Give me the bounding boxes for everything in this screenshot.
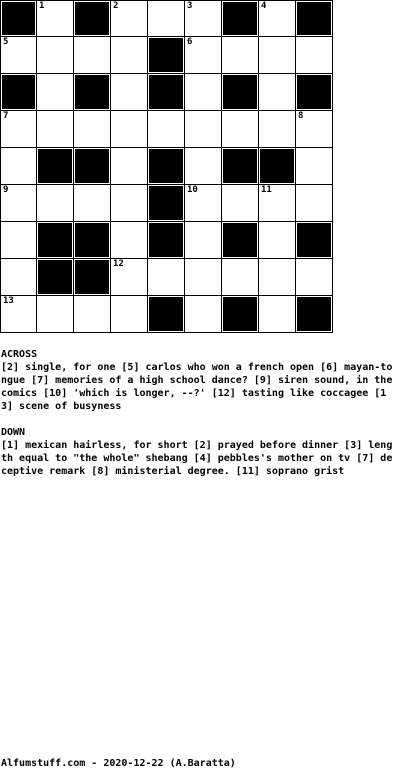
grid-cell[interactable] bbox=[185, 37, 222, 74]
grid-cell[interactable] bbox=[148, 259, 185, 296]
black-square bbox=[148, 296, 185, 333]
grid-cell[interactable] bbox=[37, 185, 74, 222]
clue-number: 10 bbox=[187, 185, 198, 195]
across-heading: ACROSS bbox=[1, 349, 38, 360]
grid-cell[interactable] bbox=[185, 222, 222, 259]
footer-credit: Alfumstuff.com - 2020-12-22 (A.Baratta) bbox=[1, 758, 236, 769]
grid-cell[interactable] bbox=[222, 185, 259, 222]
grid-cell[interactable] bbox=[259, 222, 296, 259]
black-square bbox=[37, 148, 74, 185]
grid-cell[interactable] bbox=[0, 37, 37, 74]
black-square bbox=[148, 185, 185, 222]
black-square bbox=[74, 0, 111, 37]
grid-cell[interactable] bbox=[185, 148, 222, 185]
black-square bbox=[0, 74, 37, 111]
clue-number: 13 bbox=[3, 296, 14, 306]
crossword-grid bbox=[0, 0, 333, 333]
clue-number: 6 bbox=[187, 37, 193, 47]
grid-cell[interactable] bbox=[111, 74, 148, 111]
grid-cell[interactable] bbox=[0, 111, 37, 148]
grid-cell[interactable] bbox=[111, 111, 148, 148]
clue-number: 2 bbox=[113, 1, 119, 11]
grid-cell[interactable] bbox=[111, 222, 148, 259]
black-square bbox=[37, 259, 74, 296]
clue-number: 7 bbox=[3, 111, 9, 121]
grid-cell[interactable] bbox=[296, 148, 333, 185]
grid-cell[interactable] bbox=[74, 296, 111, 333]
grid-cell[interactable] bbox=[0, 148, 37, 185]
grid-cell[interactable] bbox=[0, 296, 37, 333]
grid-cell[interactable] bbox=[259, 259, 296, 296]
grid-cell[interactable] bbox=[296, 111, 333, 148]
grid-cell[interactable] bbox=[0, 222, 37, 259]
grid-cell[interactable] bbox=[185, 296, 222, 333]
black-square bbox=[148, 148, 185, 185]
black-square bbox=[259, 148, 296, 185]
grid-cell[interactable] bbox=[0, 185, 37, 222]
down-heading: DOWN bbox=[1, 427, 26, 438]
grid-cell[interactable] bbox=[111, 37, 148, 74]
clue-number: 3 bbox=[187, 1, 193, 11]
grid-cell[interactable] bbox=[111, 259, 148, 296]
across-clues bbox=[1, 348, 399, 413]
black-square bbox=[74, 148, 111, 185]
grid-cell[interactable] bbox=[148, 111, 185, 148]
grid-cell[interactable] bbox=[74, 111, 111, 148]
clue-number: 8 bbox=[298, 111, 304, 121]
black-square bbox=[222, 148, 259, 185]
grid-cell[interactable] bbox=[111, 185, 148, 222]
clue-number: 12 bbox=[113, 259, 124, 269]
grid-cell[interactable] bbox=[0, 259, 37, 296]
grid-cell[interactable] bbox=[111, 148, 148, 185]
down-clues bbox=[1, 426, 393, 478]
grid-cell[interactable] bbox=[259, 74, 296, 111]
black-square bbox=[148, 222, 185, 259]
grid-cell[interactable] bbox=[296, 259, 333, 296]
grid-cell[interactable] bbox=[74, 37, 111, 74]
grid-cell[interactable] bbox=[222, 259, 259, 296]
black-square bbox=[296, 74, 333, 111]
grid-cell[interactable] bbox=[185, 74, 222, 111]
grid-cell[interactable] bbox=[222, 37, 259, 74]
grid-cell[interactable] bbox=[296, 37, 333, 74]
black-square bbox=[74, 222, 111, 259]
black-square bbox=[296, 0, 333, 37]
black-square bbox=[222, 0, 259, 37]
across-clue-text: [2] single, for one [5] carlos who won a french open [6] mayan-tongue [7] memories of a high school dance? [9] siren sound, in the comics [10] 'which is longer, --?' [12] tasting like coccagee [13] scene of busyness bbox=[1, 362, 399, 412]
grid-cell[interactable] bbox=[259, 296, 296, 333]
grid-cell[interactable] bbox=[259, 111, 296, 148]
grid-cell[interactable] bbox=[185, 185, 222, 222]
grid-cell[interactable] bbox=[37, 0, 74, 37]
clue-number: 1 bbox=[39, 1, 45, 11]
black-square bbox=[222, 74, 259, 111]
clue-number: 4 bbox=[261, 1, 267, 11]
grid-cell[interactable] bbox=[37, 111, 74, 148]
grid-cell[interactable] bbox=[259, 37, 296, 74]
grid-cell[interactable] bbox=[111, 296, 148, 333]
grid-cell[interactable] bbox=[37, 37, 74, 74]
grid-cell[interactable] bbox=[148, 0, 185, 37]
grid-cell[interactable] bbox=[74, 185, 111, 222]
grid-cell[interactable] bbox=[37, 296, 74, 333]
black-square bbox=[296, 296, 333, 333]
black-square bbox=[148, 37, 185, 74]
clue-number: 5 bbox=[3, 37, 9, 47]
black-square bbox=[222, 296, 259, 333]
grid-cell[interactable] bbox=[185, 111, 222, 148]
black-square bbox=[148, 74, 185, 111]
clue-number: 9 bbox=[3, 185, 9, 195]
grid-cell[interactable] bbox=[296, 185, 333, 222]
clue-number: 11 bbox=[261, 185, 272, 195]
black-square bbox=[74, 259, 111, 296]
black-square bbox=[296, 222, 333, 259]
grid-cell[interactable] bbox=[259, 185, 296, 222]
grid-cell[interactable] bbox=[259, 0, 296, 37]
grid-cell[interactable] bbox=[111, 0, 148, 37]
grid-cell[interactable] bbox=[185, 259, 222, 296]
grid-cell[interactable] bbox=[37, 74, 74, 111]
black-square bbox=[37, 222, 74, 259]
grid-cell[interactable] bbox=[185, 0, 222, 37]
black-square bbox=[222, 222, 259, 259]
black-square bbox=[0, 0, 37, 37]
down-clue-text: [1] mexican hairless, for short [2] prayed before dinner [3] length equal to "the whole" shebang [4] pebbles's mother on tv [7] deceptive remark [8] ministerial degree. [11] soprano grist bbox=[1, 440, 393, 477]
black-square bbox=[74, 74, 111, 111]
grid-cell[interactable] bbox=[222, 111, 259, 148]
